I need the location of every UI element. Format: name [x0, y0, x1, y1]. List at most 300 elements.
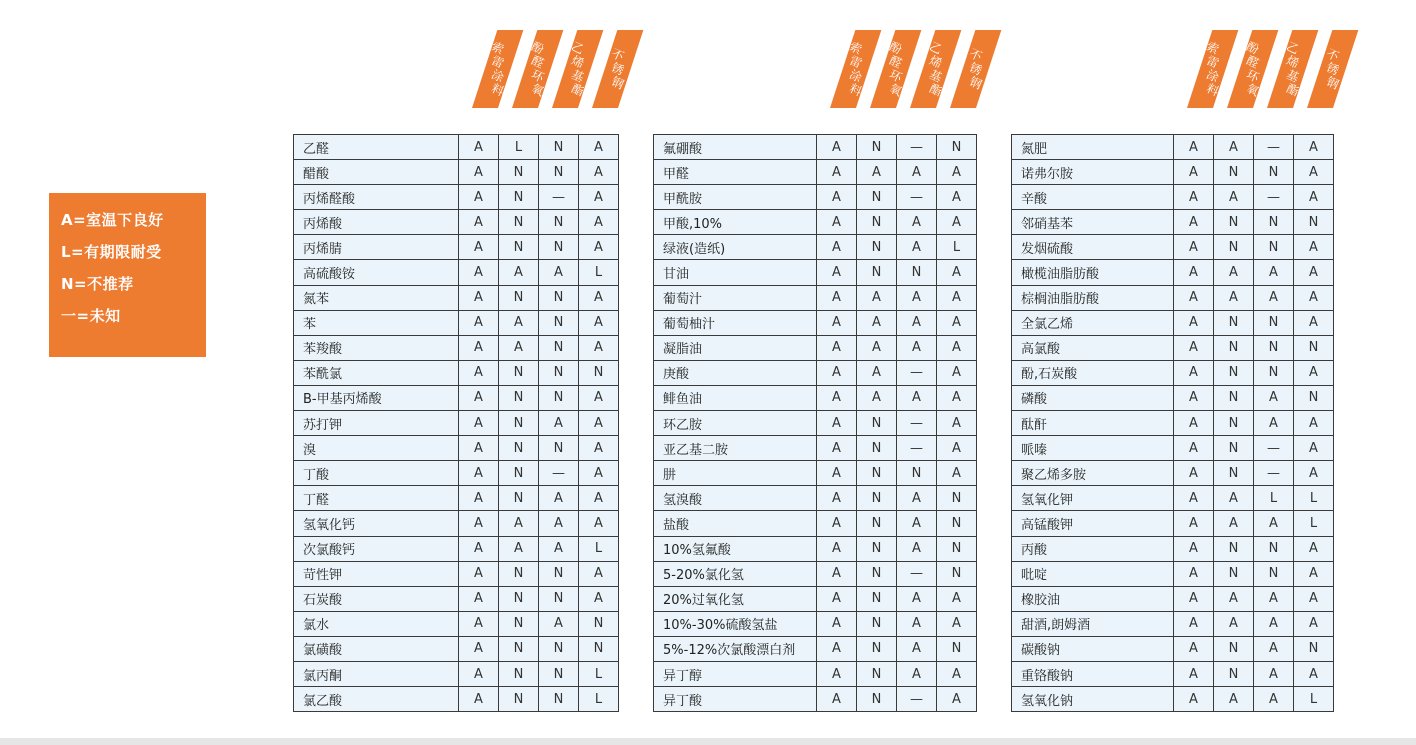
rating-cell: A: [459, 536, 499, 561]
rating-cell: L: [499, 135, 539, 160]
table-row: [294, 235, 619, 260]
chemical-name: 橡胶油: [1012, 586, 1174, 611]
chemical-name: 酞酐: [1012, 411, 1174, 436]
rating-cell: A: [539, 486, 579, 511]
chemical-name: 甘油: [654, 260, 817, 285]
rating-cell: A: [1174, 411, 1214, 436]
column-header-char: 烯: [569, 53, 587, 71]
rating-cell: A: [459, 385, 499, 410]
rating-cell: N: [1294, 385, 1334, 410]
chemical-name: 盐酸: [654, 511, 817, 536]
rating-cell: A: [1214, 135, 1254, 160]
rating-cell: A: [937, 461, 977, 486]
rating-cell: N: [499, 461, 539, 486]
rating-cell: N: [937, 486, 977, 511]
rating-cell: A: [1294, 461, 1334, 486]
chemical-name: 丙酸: [1012, 536, 1174, 561]
rating-cell: A: [579, 411, 619, 436]
rating-cell: A: [579, 461, 619, 486]
table-row: [294, 260, 619, 285]
column-header-char: 氧: [1244, 81, 1262, 99]
table-row: [1012, 586, 1334, 611]
chemical-name: 邻硝基苯: [1012, 210, 1174, 235]
rating-cell: A: [1174, 360, 1214, 385]
rating-cell: N: [857, 436, 897, 461]
chemical-name: 凝脂油: [654, 335, 817, 360]
rating-cell: N: [1294, 335, 1334, 360]
rating-cell: A: [1174, 536, 1214, 561]
chemical-name: 甲酸,10%: [654, 210, 817, 235]
rating-cell: A: [817, 210, 857, 235]
rating-cell: A: [1254, 511, 1294, 536]
table-row: [654, 511, 977, 536]
column-header-tag: [592, 30, 643, 108]
bottom-divider: [0, 738, 1416, 745]
rating-cell: A: [1174, 235, 1214, 260]
rating-cell: A: [1294, 260, 1334, 285]
chemical-name: 苯: [294, 310, 459, 335]
rating-cell: A: [937, 687, 977, 712]
rating-cell: A: [1254, 611, 1294, 636]
rating-cell: N: [539, 235, 579, 260]
table-row: [1012, 335, 1334, 360]
table-row: [1012, 411, 1334, 436]
rating-cell: A: [817, 260, 857, 285]
rating-cell: N: [857, 661, 897, 686]
rating-cell: N: [499, 210, 539, 235]
chemical-name: 5-20%氯化氢: [654, 561, 817, 586]
rating-cell: A: [579, 335, 619, 360]
rating-cell: A: [897, 536, 937, 561]
rating-cell: A: [937, 260, 977, 285]
rating-cell: L: [579, 536, 619, 561]
table-row: [654, 360, 977, 385]
rating-cell: A: [817, 661, 857, 686]
chemical-name: 高氯酸: [1012, 335, 1174, 360]
chemical-name: 鲱鱼油: [654, 385, 817, 410]
rating-cell: N: [539, 436, 579, 461]
chemical-name: 异丁醇: [654, 661, 817, 686]
rating-cell: A: [459, 486, 499, 511]
rating-cell: N: [579, 360, 619, 385]
rating-cell: A: [1174, 436, 1214, 461]
rating-cell: A: [1174, 160, 1214, 185]
column-header-char: 料: [1204, 81, 1222, 99]
rating-cell: A: [1254, 687, 1294, 712]
rating-cell: A: [1214, 511, 1254, 536]
chemical-name: 氢氧化钾: [1012, 486, 1174, 511]
rating-cell: A: [1174, 586, 1214, 611]
rating-cell: N: [857, 260, 897, 285]
table-row: [294, 160, 619, 185]
column-header-char: 料: [847, 81, 865, 99]
rating-cell: A: [937, 360, 977, 385]
chemical-name: 苏打钾: [294, 411, 459, 436]
table-row: [654, 235, 977, 260]
rating-cell: N: [579, 636, 619, 661]
rating-cell: A: [857, 335, 897, 360]
rating-cell: N: [539, 561, 579, 586]
rating-cell: A: [539, 611, 579, 636]
rating-cell: A: [937, 335, 977, 360]
rating-cell: N: [937, 561, 977, 586]
rating-cell: A: [817, 611, 857, 636]
rating-cell: A: [539, 260, 579, 285]
table-row: [294, 285, 619, 310]
rating-cell: N: [937, 135, 977, 160]
rating-cell: N: [1254, 160, 1294, 185]
rating-cell: A: [579, 561, 619, 586]
rating-cell: A: [937, 185, 977, 210]
rating-cell: —: [897, 411, 937, 436]
chemical-name: 氢氧化钙: [294, 511, 459, 536]
rating-cell: N: [857, 561, 897, 586]
rating-cell: A: [459, 335, 499, 360]
column-header-char: 乙: [569, 39, 587, 57]
chemical-name: 甲酰胺: [654, 185, 817, 210]
rating-cell: N: [937, 636, 977, 661]
rating-cell: N: [539, 385, 579, 410]
rating-cell: —: [897, 687, 937, 712]
rating-cell: N: [1214, 160, 1254, 185]
rating-cell: A: [579, 135, 619, 160]
chemical-name: B-甲基丙烯酸: [294, 385, 459, 410]
table-row: [654, 310, 977, 335]
table-row: [654, 210, 977, 235]
column-header-char: 烯: [927, 53, 945, 71]
chemical-name: 石炭酸: [294, 586, 459, 611]
rating-cell: A: [459, 260, 499, 285]
table-row: [654, 611, 977, 636]
rating-cell: L: [579, 661, 619, 686]
column-header-char: 涂: [489, 67, 507, 85]
column-header-char: 酯: [927, 81, 945, 99]
rating-cell: L: [937, 235, 977, 260]
rating-cell: A: [1294, 436, 1334, 461]
rating-cell: A: [1214, 611, 1254, 636]
rating-cell: N: [1214, 436, 1254, 461]
rating-cell: N: [1214, 411, 1254, 436]
rating-cell: N: [1214, 661, 1254, 686]
rating-cell: —: [1254, 436, 1294, 461]
rating-cell: A: [897, 661, 937, 686]
table-row: [1012, 135, 1334, 160]
column-header-char: 索: [489, 39, 507, 57]
table-row: [1012, 385, 1334, 410]
column-header-char: 环: [887, 67, 905, 85]
rating-cell: A: [1174, 135, 1214, 160]
table-row: [1012, 260, 1334, 285]
rating-cell: N: [579, 611, 619, 636]
rating-cell: —: [897, 135, 937, 160]
table-row: [654, 436, 977, 461]
rating-cell: A: [539, 411, 579, 436]
rating-cell: A: [897, 511, 937, 536]
rating-cell: N: [857, 235, 897, 260]
rating-cell: A: [897, 285, 937, 310]
rating-cell: N: [1214, 461, 1254, 486]
rating-cell: N: [499, 385, 539, 410]
rating-cell: N: [499, 436, 539, 461]
chemical-name: 氟硼酸: [654, 135, 817, 160]
table-row: [1012, 310, 1334, 335]
rating-cell: A: [459, 210, 499, 235]
rating-cell: A: [897, 160, 937, 185]
table-row: [654, 385, 977, 410]
rating-cell: A: [817, 586, 857, 611]
rating-cell: A: [817, 185, 857, 210]
rating-cell: A: [1174, 636, 1214, 661]
table-row: [1012, 486, 1334, 511]
rating-cell: A: [937, 411, 977, 436]
column-header-char: 基: [927, 67, 945, 85]
rating-cell: A: [817, 310, 857, 335]
rating-cell: A: [897, 586, 937, 611]
column-header-char: 锈: [967, 60, 985, 78]
rating-cell: A: [1174, 687, 1214, 712]
chemical-name: 环乙胺: [654, 411, 817, 436]
column-header-tag: [950, 30, 1001, 108]
column-header-char: 环: [1244, 67, 1262, 85]
chemical-name: 5%-12%次氯酸漂白剂: [654, 636, 817, 661]
rating-cell: A: [1174, 260, 1214, 285]
rating-cell: A: [1254, 661, 1294, 686]
rating-cell: N: [857, 411, 897, 436]
chemical-name: 发烟硫酸: [1012, 235, 1174, 260]
chemical-name: 氮肥: [1012, 135, 1174, 160]
rating-cell: N: [539, 687, 579, 712]
rating-cell: N: [857, 210, 897, 235]
rating-cell: A: [817, 636, 857, 661]
rating-cell: N: [1294, 210, 1334, 235]
rating-cell: A: [579, 586, 619, 611]
rating-cell: —: [1254, 135, 1294, 160]
rating-cell: N: [857, 586, 897, 611]
rating-cell: —: [897, 436, 937, 461]
rating-cell: A: [1294, 135, 1334, 160]
rating-cell: A: [1254, 586, 1294, 611]
rating-cell: N: [499, 586, 539, 611]
table-row: [654, 486, 977, 511]
rating-cell: A: [1294, 160, 1334, 185]
rating-cell: A: [459, 586, 499, 611]
table-row: [654, 636, 977, 661]
rating-cell: A: [539, 511, 579, 536]
table-row: [294, 335, 619, 360]
rating-cell: A: [459, 135, 499, 160]
rating-cell: N: [499, 611, 539, 636]
rating-cell: N: [1214, 235, 1254, 260]
rating-cell: —: [1254, 185, 1294, 210]
rating-cell: —: [539, 461, 579, 486]
rating-cell: N: [1214, 335, 1254, 360]
table-row: [1012, 511, 1334, 536]
table-row: [294, 636, 619, 661]
compatibility-table-1: [293, 134, 619, 712]
column-header-char: 雷: [489, 53, 507, 71]
rating-cell: N: [1214, 310, 1254, 335]
chemical-name: 磷酸: [1012, 385, 1174, 410]
rating-cell: A: [857, 385, 897, 410]
chemical-name: 次氯酸钙: [294, 536, 459, 561]
rating-cell: A: [857, 360, 897, 385]
rating-cell: A: [937, 586, 977, 611]
rating-cell: A: [1294, 235, 1334, 260]
rating-cell: N: [937, 536, 977, 561]
column-header-char: 不: [1324, 46, 1342, 64]
rating-cell: A: [499, 335, 539, 360]
rating-cell: N: [1214, 636, 1254, 661]
rating-cell: N: [857, 536, 897, 561]
chemical-name: 异丁酸: [654, 687, 817, 712]
rating-cell: A: [817, 411, 857, 436]
rating-cell: A: [897, 335, 937, 360]
legend-item: N=不推荐: [61, 275, 134, 293]
table-row: [1012, 360, 1334, 385]
rating-cell: A: [1294, 611, 1334, 636]
rating-cell: N: [1214, 385, 1254, 410]
rating-cell: N: [857, 636, 897, 661]
rating-cell: A: [459, 636, 499, 661]
rating-cell: A: [897, 210, 937, 235]
rating-cell: A: [1174, 511, 1214, 536]
rating-cell: —: [897, 561, 937, 586]
rating-cell: A: [1254, 385, 1294, 410]
rating-cell: L: [579, 260, 619, 285]
table-row: [294, 385, 619, 410]
rating-cell: A: [1174, 335, 1214, 360]
rating-cell: A: [579, 385, 619, 410]
table-row: [294, 411, 619, 436]
chemical-name: 全氯乙烯: [1012, 310, 1174, 335]
chemical-name: 氢氧化钠: [1012, 687, 1174, 712]
compatibility-table-2: [653, 134, 977, 712]
rating-cell: A: [499, 260, 539, 285]
chemical-name: 高锰酸钾: [1012, 511, 1174, 536]
chemical-name: 溴: [294, 436, 459, 461]
rating-cell: A: [1294, 411, 1334, 436]
rating-cell: A: [817, 461, 857, 486]
column-header-char: 醛: [887, 53, 905, 71]
rating-cell: N: [897, 461, 937, 486]
table-row: [1012, 285, 1334, 310]
chemical-name: 甜酒,朗姆酒: [1012, 611, 1174, 636]
rating-cell: A: [459, 235, 499, 260]
rating-cell: —: [897, 185, 937, 210]
rating-cell: N: [857, 185, 897, 210]
column-header-char: 基: [569, 67, 587, 85]
rating-cell: A: [1174, 285, 1214, 310]
table-row: [1012, 210, 1334, 235]
rating-cell: L: [579, 687, 619, 712]
table-row: [294, 486, 619, 511]
rating-cell: N: [499, 160, 539, 185]
rating-cell: A: [579, 210, 619, 235]
table-row: [654, 335, 977, 360]
rating-cell: A: [1214, 260, 1254, 285]
chemical-name: 10%氢氟酸: [654, 536, 817, 561]
rating-cell: A: [937, 285, 977, 310]
column-header-char: 钢: [1324, 74, 1342, 92]
rating-cell: N: [539, 285, 579, 310]
rating-cell: A: [1254, 411, 1294, 436]
chemical-name: 丁酸: [294, 461, 459, 486]
chemical-name: 氯乙酸: [294, 687, 459, 712]
chemical-name: 丁醛: [294, 486, 459, 511]
rating-cell: A: [1214, 486, 1254, 511]
rating-cell: N: [857, 135, 897, 160]
rating-cell: N: [1214, 210, 1254, 235]
rating-cell: A: [1294, 285, 1334, 310]
table-row: [654, 160, 977, 185]
column-header-char: 钢: [967, 74, 985, 92]
rating-cell: A: [499, 536, 539, 561]
table-row: [1012, 461, 1334, 486]
rating-cell: N: [539, 210, 579, 235]
rating-cell: A: [897, 385, 937, 410]
table-row: [294, 611, 619, 636]
rating-cell: A: [1214, 687, 1254, 712]
rating-cell: A: [459, 310, 499, 335]
rating-cell: N: [857, 461, 897, 486]
chemical-name: 20%过氧化氢: [654, 586, 817, 611]
chemical-name: 橄榄油脂肪酸: [1012, 260, 1174, 285]
column-header-char: 料: [489, 81, 507, 99]
table-row: [294, 461, 619, 486]
rating-cell: N: [499, 235, 539, 260]
table-row: [1012, 611, 1334, 636]
rating-cell: N: [499, 285, 539, 310]
rating-cell: A: [1174, 310, 1214, 335]
rating-cell: N: [1254, 561, 1294, 586]
column-header-char: 基: [1284, 67, 1302, 85]
rating-cell: N: [1254, 310, 1294, 335]
table-row: [294, 561, 619, 586]
legend-item: L=有期限耐受: [61, 243, 162, 261]
rating-cell: A: [817, 536, 857, 561]
chemical-name: 哌嗪: [1012, 436, 1174, 461]
chemical-name: 氯磺酸: [294, 636, 459, 661]
rating-cell: A: [1294, 536, 1334, 561]
rating-cell: A: [937, 385, 977, 410]
rating-cell: A: [1294, 185, 1334, 210]
rating-cell: A: [897, 235, 937, 260]
rating-cell: N: [539, 335, 579, 360]
rating-cell: A: [937, 310, 977, 335]
rating-cell: A: [579, 235, 619, 260]
table-row: [294, 536, 619, 561]
rating-cell: N: [1254, 210, 1294, 235]
table-row: [294, 661, 619, 686]
compatibility-table-3: [1011, 134, 1334, 712]
rating-cell: A: [459, 511, 499, 536]
table-row: [1012, 185, 1334, 210]
rating-cell: N: [1214, 536, 1254, 561]
rating-cell: N: [1254, 536, 1294, 561]
rating-cell: N: [857, 511, 897, 536]
rating-cell: A: [817, 135, 857, 160]
rating-cell: A: [459, 461, 499, 486]
rating-cell: N: [539, 160, 579, 185]
rating-cell: A: [897, 486, 937, 511]
table-row: [294, 310, 619, 335]
rating-cell: N: [499, 486, 539, 511]
rating-cell: N: [857, 486, 897, 511]
column-header-char: 索: [847, 39, 865, 57]
table-row: [1012, 561, 1334, 586]
chemical-name: 葡萄汁: [654, 285, 817, 310]
legend-item: 一=未知: [61, 307, 121, 325]
